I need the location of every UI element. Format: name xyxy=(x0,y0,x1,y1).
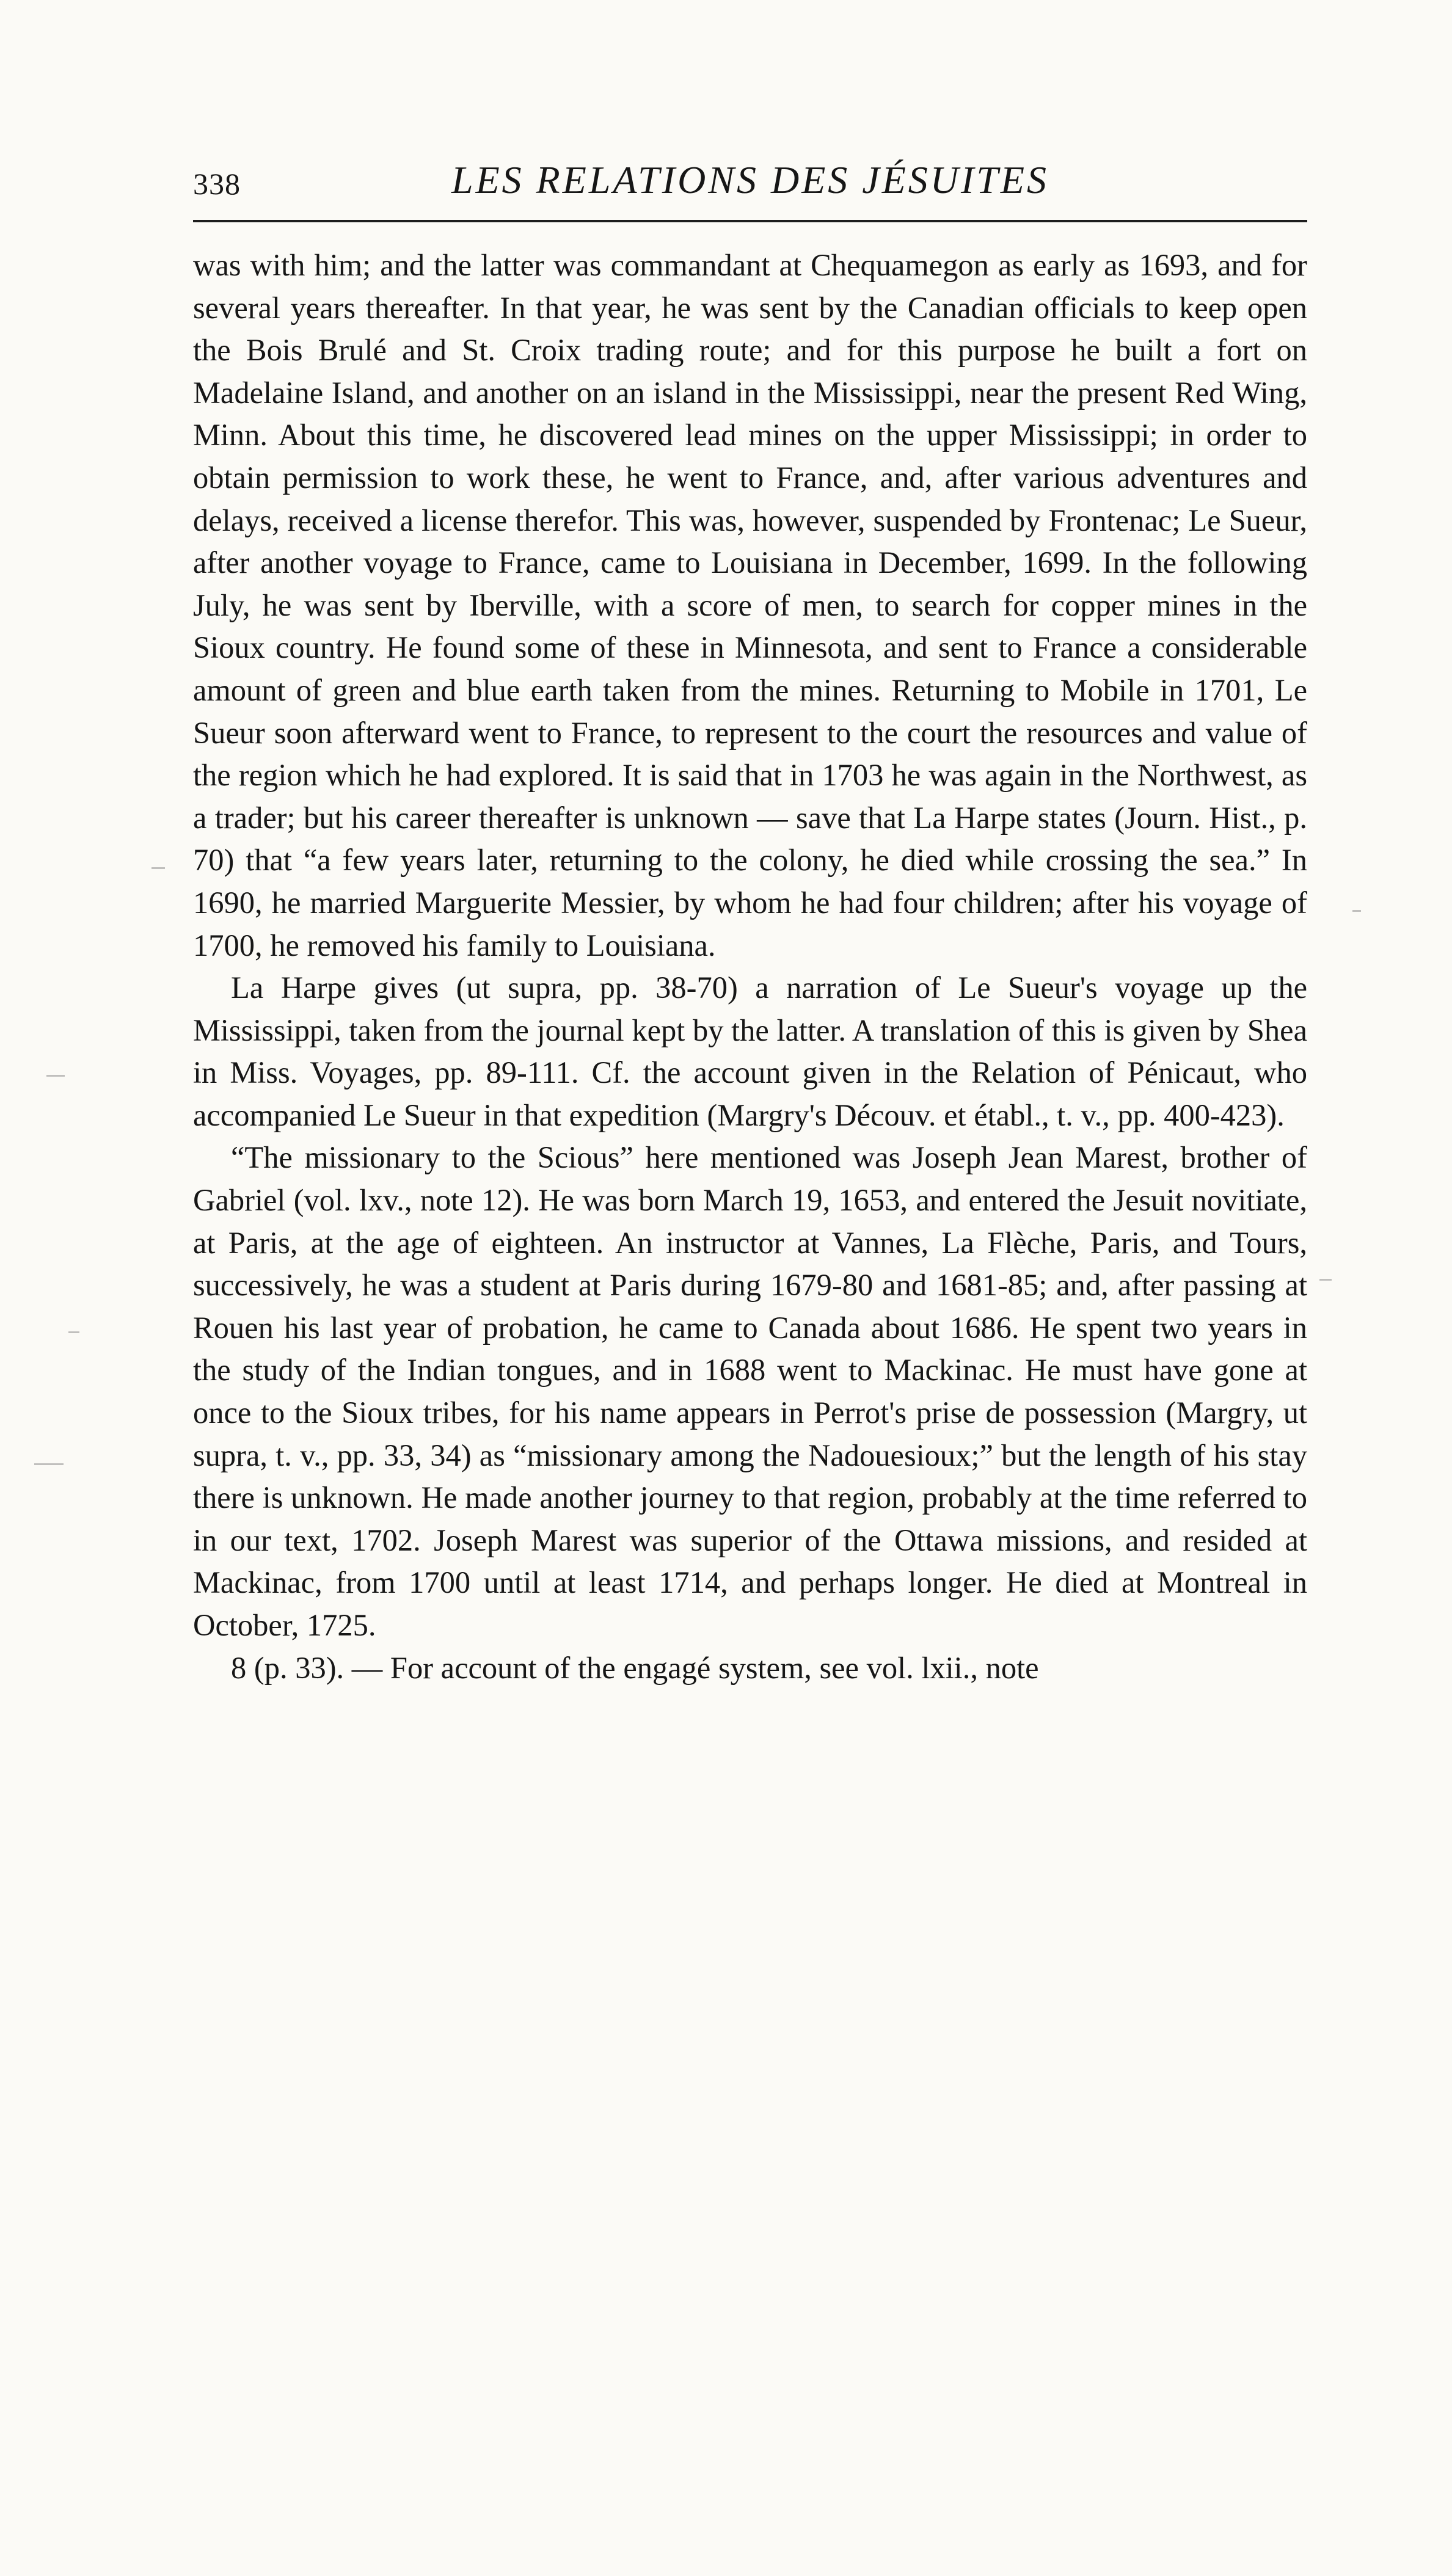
paragraph-note-8: 8 (p. 33). — For account of the engagé system, see vol. lxii., note xyxy=(231,1650,1039,1685)
page-number: 338 xyxy=(193,167,241,201)
page xyxy=(193,153,1307,1689)
paragraph-le-sueur-career: was with him; and the latter was commandant at Chequamegon as early as 1693, and for several years thereafter. In that year, he was sent by the Canadian officials to keep open the Bois Brulé and St. Croix trading route; and for this purpose he built a fort on Madelaine Island, and another on an island in the Mississippi, near the present Red Wing, Minn. About this time, he discovered lead mines on the upper Mississippi; in order to obtain permission to work these, he went to France, and, after various adventures and delays, received a license therefor. This was, however, suspended by Frontenac; Le Sueur, after another voyage to France, came to Louisiana in December, 1699. In the following July, he was sent by Iberville, with a score of men, to search for copper mines in the Sioux country. He found some of these in Minnesota, and sent to France a considerable amount of green and blue earth taken from the mines. Returning to Mobile in 1701, Le Sueur soon afterward went to France, to represent to the court the resources and value of the region which he had explored. It is said that in 1703 he was again in the Northwest, as a trader; but his career thereafter is unknown — save that La Harpe states (Journ. Hist., p. 70) that “a few years later, returning to the colony, he died while crossing the sea.” In 1690, he married Marguerite Messier, by whom he had four children; after his voyage of 1700, he removed his family to Louisiana. xyxy=(193,248,1307,962)
paragraph-la-harpe-narration: La Harpe gives (ut supra, pp. 38-70) a narration of Le Sueur's voyage up the Mississippi, taken from the journal kept by the latter. A translation of this is given by Shea in Miss. Voyages, pp. 89-111. Cf. the account given in the Relation of Pénicaut, who accompanied Le Sueur in that expedition (Margry's Découv. et établ., t. v., pp. 400-423). xyxy=(193,970,1307,1132)
running-head xyxy=(193,153,1307,214)
paragraph-joseph-marest: “The missionary to the Scious” here mentioned was Joseph Jean Marest, brother of Gabriel (vol. lxv., note 12). He was born March 19, 1653, and entered the Jesuit novitiate, at Paris, at the age of eighteen. An instructor at Vannes, La Flèche, Paris, and Tours, successively, he was a student at Paris during 1679-80 and 1681-85; and, after passing at Rouen his last year of probation, he came to Canada about 1686. He spent two years in the study of the Indian tongues, and in 1688 went to Mackinac. He must have gone at once to the Sioux tribes, for his name appears in Perrot's prise de possession (Margry, ut supra, t. v., pp. 33, 34) as “missionary among the Nadouesioux;” but the length of his stay there is unknown. He made another journey to that region, probably at the time referred to in our text, 1702. Joseph Marest was superior of the Ottawa missions, and resided at Mackinac, from 1700 until at least 1714, and perhaps longer. He died at Montreal in October, 1725. xyxy=(193,1140,1307,1642)
header-rule xyxy=(193,220,1307,222)
running-title: LES RELATIONS DES JÉSUITES xyxy=(451,158,1049,202)
body-text xyxy=(193,244,1307,1689)
